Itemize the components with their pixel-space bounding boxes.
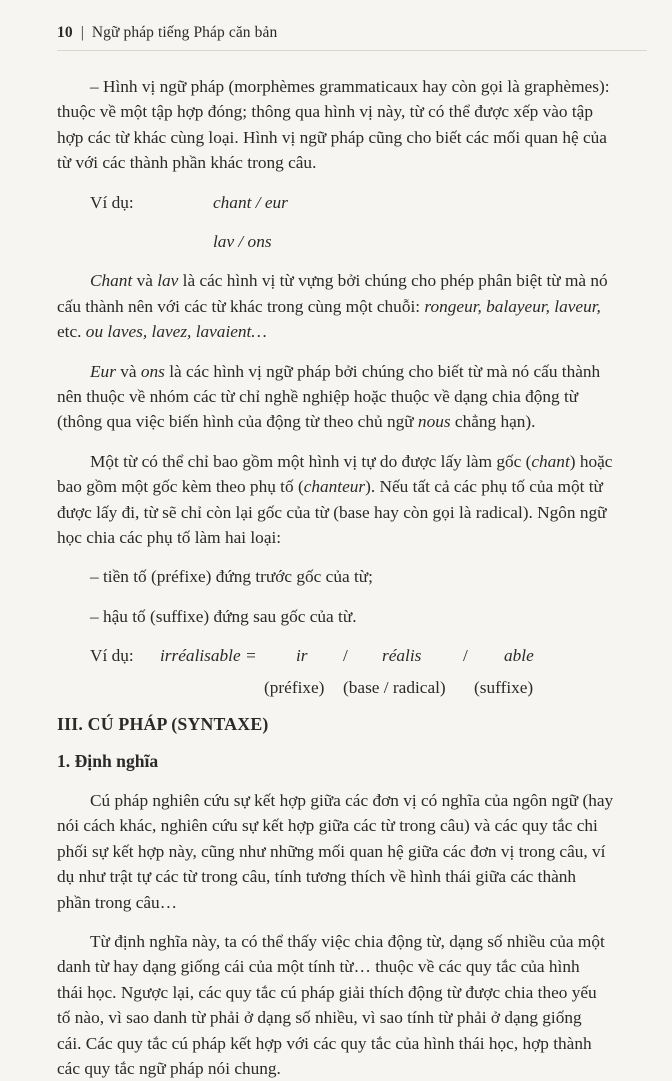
prefix-part: ir	[296, 646, 308, 666]
example-word: irréalisable =	[160, 646, 257, 666]
text-line: cái. Các quy tắc cú pháp kết hợp với các quy tắc của hình thái học, hợp thành	[57, 1033, 592, 1053]
text-line: Từ định nghĩa này, ta có thể thấy việc chia động từ, dạng số nhiều của một	[90, 931, 605, 951]
text-run: Một từ có thể chỉ bao gồm một hình vị tự do được lấy làm gốc (	[90, 451, 532, 471]
text-run: ). Nếu tất cả các phụ tố của một từ	[365, 477, 603, 497]
text-line: học chia các phụ tố làm hai loại:	[57, 528, 282, 548]
text-line: – Hình vị ngữ pháp (morphèmes grammaticaux hay còn gọi là graphèmes):	[90, 77, 610, 96]
text-line: nên thuộc về nhóm các từ chỉ nghề nghiệp hoặc thuộc về dạng chia động từ	[57, 387, 579, 407]
term: Eur	[90, 361, 116, 381]
text-run: là các hình vị từ vựng bởi chúng cho phép phân biệt từ mà nó	[178, 271, 608, 291]
text-line: tố nào, vì sao danh từ phải ở dạng số nhiều, vì sao tính từ phải ở dạng giống	[57, 1008, 582, 1028]
paragraph-affixes	[57, 449, 643, 551]
text-line: thái học. Ngược lại, các quy tắc cú pháp giải thích động từ được chia theo yếu	[57, 982, 597, 1002]
term-list: rongeur, balayeur, laveur,	[424, 296, 601, 316]
paragraph-syntax-definition	[57, 788, 643, 915]
gloss: (suffixe)	[474, 677, 534, 697]
section-heading	[57, 712, 643, 737]
gloss: (base / radical)	[343, 677, 446, 697]
example-item: lav / ons	[213, 232, 272, 252]
term: Chant	[90, 271, 133, 291]
list-item: – hậu tố (suffixe) đứng sau gốc của từ.	[90, 606, 357, 626]
slash: /	[343, 646, 348, 666]
example-label: Ví dụ:	[90, 192, 134, 212]
text-line: Cú pháp nghiên cứu sự kết hợp giữa các đơn vị có nghĩa của ngôn ngữ (hay	[90, 790, 614, 810]
slash: /	[463, 646, 468, 666]
paragraph-lexical-morphemes	[57, 268, 643, 344]
term: chanteur	[303, 477, 366, 497]
text-line: nói cách khác, nghiên cứu sự kết hợp giữa các từ trong câu) và các quy tắc chi	[57, 816, 598, 836]
paragraph-grammatical-morphemes	[57, 74, 643, 176]
example-block-1	[57, 190, 643, 255]
page-body	[57, 74, 643, 1081]
term: chant	[531, 451, 570, 471]
text-run: và	[115, 361, 141, 381]
text-run: và	[132, 271, 158, 291]
affix-list	[57, 564, 643, 589]
header-separator: |	[80, 24, 84, 41]
example-block-2	[57, 643, 643, 700]
base-part: réalis	[382, 646, 422, 666]
text-line: dụ như trật tự các từ trong câu, tính tương thích về hình thái giữa các thành	[57, 867, 577, 887]
term: ons	[140, 361, 165, 381]
text-line: từ với các thành phần khác trong câu.	[57, 153, 317, 173]
list-item: – tiền tố (préfixe) đứng trước gốc của từ;	[90, 567, 373, 587]
text-run: ) hoặc	[569, 451, 613, 471]
page-number: 10	[57, 24, 73, 41]
book-title: Ngữ pháp tiếng Pháp căn bản	[91, 24, 278, 41]
term-list: ou laves, lavez, lavaient…	[85, 322, 267, 342]
header-rule	[57, 50, 647, 51]
section-title: III. CÚ PHÁP (SYNTAXE)	[57, 714, 269, 735]
text-line: danh từ hay dạng giống cái của một tính từ… thuộc về các quy tắc của hình	[57, 957, 580, 977]
example-item: chant / eur	[213, 192, 288, 212]
text-line: các quy tắc ngữ pháp nói chung.	[57, 1058, 281, 1078]
text-line: thuộc về một tập hợp đóng; thông qua hình vị này, từ có thể được xếp vào tập	[57, 102, 593, 122]
subsection-title: 1. Định nghĩa	[57, 751, 159, 772]
paragraph-morphology-vs-syntax	[57, 929, 643, 1081]
text-run: chẳng hạn).	[450, 412, 536, 432]
text-line: phối sự kết hợp này, cũng như những mối quan hệ giữa các đơn vị trong câu, ví	[57, 841, 606, 861]
term: lav	[157, 271, 179, 291]
text-line: phần trong câu…	[57, 892, 177, 912]
suffix-part: able	[504, 646, 534, 666]
text-line: hợp các từ khác cùng loại. Hình vị ngữ pháp cũng cho biết các mối quan hệ của	[57, 127, 607, 147]
text-run: (thông qua việc biến hình của động từ theo chủ ngữ	[57, 412, 418, 432]
text-run: cấu thành nên với các từ khác trong cùng một chuỗi:	[57, 296, 425, 316]
subsection-heading	[57, 749, 643, 774]
term: nous	[417, 412, 451, 432]
text-line: được lấy đi, từ sẽ chỉ còn lại gốc của từ (base hay còn gọi là radical). Ngôn ngữ	[57, 502, 607, 522]
gloss: (préfixe)	[264, 677, 325, 697]
example-label: Ví dụ:	[90, 646, 134, 666]
text-run: bao gồm một gốc kèm theo phụ tố (	[57, 477, 304, 497]
text-run: là các hình vị ngữ pháp bởi chúng cho biết từ mà nó cấu thành	[164, 361, 601, 381]
running-header	[57, 24, 647, 42]
paragraph-grammar-examples	[57, 359, 643, 435]
text-run: etc.	[57, 322, 86, 342]
